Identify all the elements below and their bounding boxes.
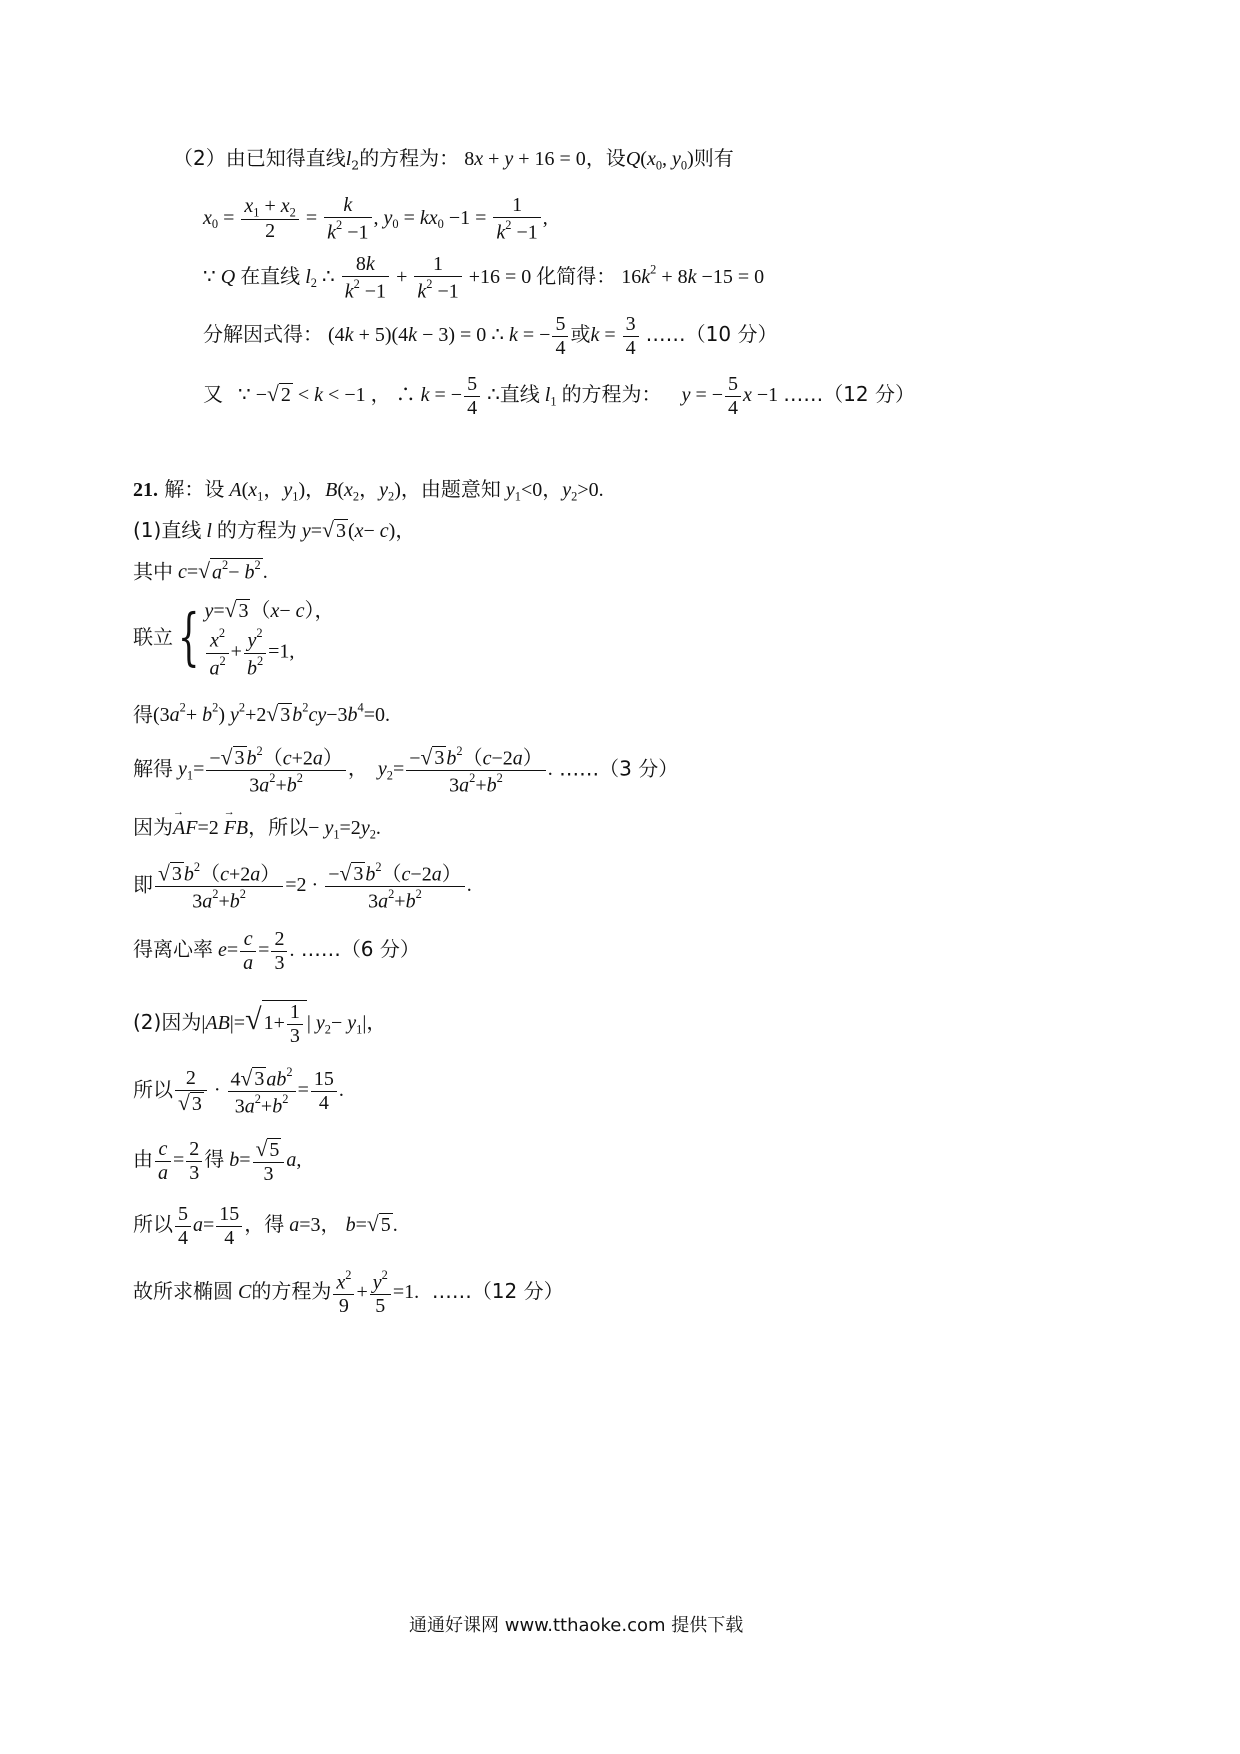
score-10: ……（10 分） — [645, 322, 778, 347]
score-12: ……（12 分） — [783, 382, 915, 407]
q21-ab-value: 所以 $\frac{2}{√ 3}$ · $\frac{4√ 3 ab^2}{3a^2+b^2}$ = $\frac{15}{4}$ . — [133, 1065, 344, 1118]
conclusion-line: 又 ∵ −√ 2 < k < −1 ， ∴ k = − $\frac{5}{4}$ ∴直线 $l_1$ 的方程为： y = − $\frac{5}{4}$ x −1 ……（12 分） — [203, 373, 915, 419]
factor-line: 分解因式得： (4k + 5)(4k − 3) = 0 ∴ k = − $\frac{5}{4}$ 或k = $\frac{3}{4}$ ……（10 分） — [203, 313, 778, 359]
q-on-line-formula: ∵ Q 在直线 $l_2$ ∴ $\frac{8k}{k^2 -1}$ + $\frac{1}{k^2 -1}$ +16 = 0 化简得： $16k^2 + 8k -15 = 0$ — [203, 253, 765, 303]
q21-roots: 解得 $y_1=$ $\frac{-√ 3 b^2(c+2a)}{3a^2+b^2}$ ， $y_2=$ $\frac{-√ 3 b^2(c-2a)}{3a^2+b^2}$ . ……（3 分） — [133, 744, 679, 797]
q21-quadratic: 得$(3a^2+ b^2)$ $y^2+2√$ 3 $b^2cy-3b^4=0$. — [133, 701, 390, 727]
q21-b-relation: 由 $\frac{c}{a}$ = $\frac{2}{3}$ 得 b= $\frac{√ 5}{3}$ a, — [133, 1137, 302, 1185]
q21-solve-a: 所以 $\frac{5}{4}$ a= $\frac{15}{4}$ ，得 a=3， b=√ 5 . — [133, 1203, 398, 1249]
q21-final: 故所求椭圆 C的方程为 $\frac{x^2}{9}$ + $\frac{y^2}{5}$ =1. ……（12 分） — [133, 1268, 564, 1318]
q21-intro-line: 21. 解：设 $A(x_1$，$y_1$)，$B(x_2$，$y_2$)，由题意知 $y_1<0$，$y_2>0$. — [133, 477, 604, 504]
footer-source: 通通好课网 www.tthaoke.com 提供下载 — [409, 1615, 744, 1636]
q21-line-eq: (1)直线 l 的方程为 y=√ 3 (x− c)， — [133, 518, 416, 542]
q21-substitute: 即 $\frac{√ 3 b^2(c+2a)}{3a^2+b^2}$ =2 · $\frac{-√ 3 b^2(c-2a)}{3a^2+b^2}$ . — [133, 860, 472, 913]
q21-chord-length: (2)因为|AB|=√ 1+ $\frac{1}{3}$ | $y_2- y_1|$， — [133, 1001, 387, 1047]
q21-score3: ……（3 分） — [559, 756, 679, 781]
part2-tail: 则有 — [693, 146, 734, 170]
x0-formula: $x_0$ = $\frac{x_1 + x_2}{2}$ = $\frac{k}{k^2 -1}$ , $y_0 = kx_0 -1$ = $\frac{1}{k^2 -1}$ , — [203, 194, 548, 244]
q21-score6: ……（6 分） — [300, 937, 420, 962]
q21-score12: ……（12 分） — [431, 1278, 564, 1303]
part2-intro-line: （2）由已知得直线$l_2$的方程为： 8x + y + 16 = 0，设$Q(x_0$, $y_0$)则有 — [173, 146, 734, 173]
part2-mid: 的方程为： — [359, 146, 460, 170]
part2-prefix: （2）由已知得直线 — [173, 146, 346, 170]
q21-system: 联立{ y=√ 3 （x− c）， $\frac{x^2}{a^2}$ + $\frac{y^2}{b^2}$ =1, — [133, 598, 335, 679]
q21-number: 21. — [133, 479, 158, 501]
q21-vector-line: 因为→ AF=2 → FB，所以− $y_1=2y_2$. — [133, 817, 381, 841]
q21-c-def: 其中 c=√ $a^2- b^2$ . — [133, 558, 268, 584]
q21-eccentricity: 得离心率 e= $\frac{c}{a}$ = $\frac{2}{3}$ . ……（6 分） — [133, 928, 420, 974]
